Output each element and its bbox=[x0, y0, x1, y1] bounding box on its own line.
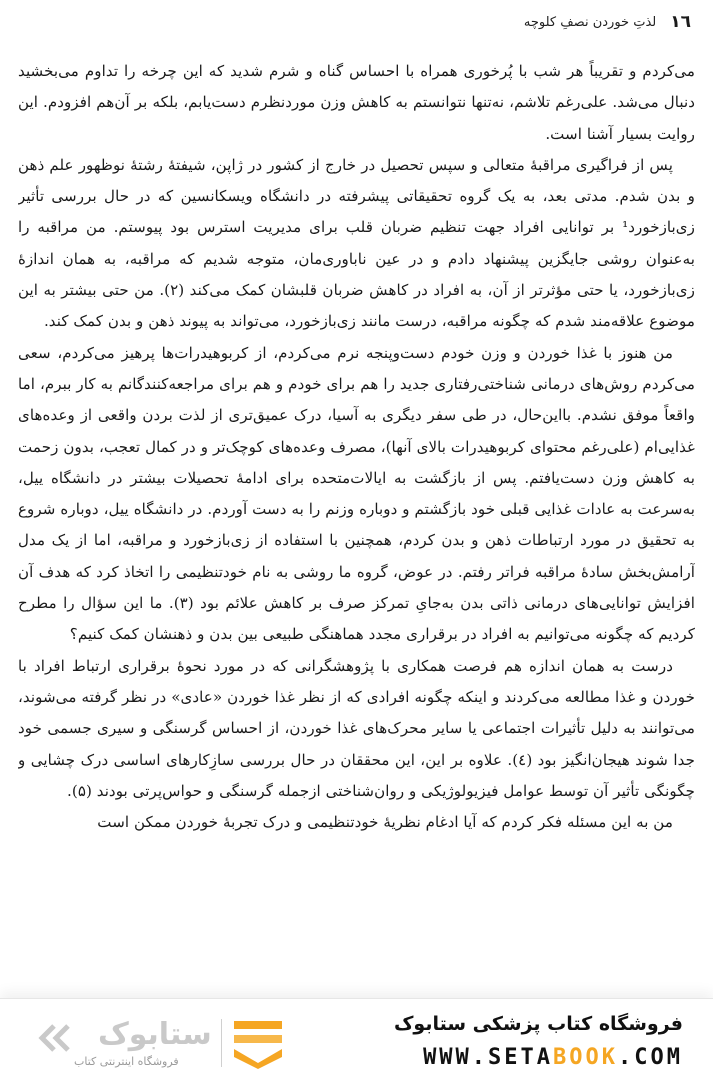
chevron-left-icon bbox=[36, 1023, 76, 1053]
logo-divider bbox=[221, 1019, 222, 1067]
paragraph-5: من به این مسئله فکر کردم که آیا ادغام نظریهٔ خودتنظیمی و درک تجربهٔ خوردن ممکن است bbox=[97, 813, 673, 832]
logo-emblem-icon bbox=[228, 1013, 288, 1069]
paragraph-1: می‌کردم و تقریباً هر شب با پُرخوری همراه با احساس گناه و شرم شدید که این چرخه را تداوم می‌بخشید دنبال می‌شد. علی‌رغم تلاشم، نه‌تنها نتوانستم به کاهش وزن موردنظرم دست‌یابم، بلکه بر آن‌هم افزودم. این روایت بسیار آشنا است. bbox=[18, 62, 695, 143]
paragraph-3: من هنوز با غذا خوردن و وزن خودم دست‌وپنجه نرم می‌کردم، از کربوهیدرات‌ها پرهیز می‌کردم، سعی می‌کردم روش‌های درمانی شناختی‌رفتاری جدید را هم برای خودم و هم برای مراجعه‌کنندگانم به کار ببرم، اما واقعاً موفق نشدم. بااین‌حال، در طی سفر دیگری به آسیا، درک عمیق‌تری از لذت بردن واقعی از وعده‌های غذایی‌ام (علی‌رغم محتوای کربوهیدرات بالای آنها)، مصرف وعده‌های کوچک‌تر و در کمال تعجب، بدون زحمت به کاهش وزن دست‌یافتم. پس از بازگشت به ایالات‌متحده برای ادامهٔ تحصیلات بیشتر در دانشگاه ییل، به‌سرعت به عادات غذایی قبلی خود بازگشتم و دوباره وزنم را به دست آوردم. در دانشگاه ییل، دوباره شروع به تحقیق در مورد ارتباطات ذهن و بدن کردم، همچنین با استفاده از زی‌بازخورد و مراقبه، اما از یک مدل آرامش‌بخش سادهٔ مراقبه فراتر رفتم. در عوض، گروه ما روشی به نام خودتنظیمی را اتخاذ کرد که هدف آن افزایش توانایی‌های درمانی ذاتی بدن به‌جایِ تمرکز صرف بر کاهش علائم بود (۳). ما این سؤال را مطرح کردیم که چگونه می‌توانیم به افراد در برقراری مجدد هماهنگی طبیعی بین بدن و ذهنشان کمک کنیم؟ bbox=[18, 343, 695, 644]
url-suffix: .COM bbox=[618, 1045, 683, 1070]
running-title: لذتِ خوردن نصفِ کلوچه bbox=[523, 14, 657, 30]
paragraph-4: درست به همان اندازه هم فرصت همکاری با پژوهشگرانی که در مورد نحوهٔ برقراری ارتباط افراد با خوردن و غذا مطالعه می‌کردند و اینکه چگونه افرادی که از نظر غذا خوردن «عادی» در نظر گرفته می‌شوند، می‌توانند به دلیل تأثیرات اجتماعی یا سایر محرک‌های غذا خوردن، از احساس گرسنگی و سیری جسمی خود جدا شوند هیجان‌انگیز بود (٤). علاوه بر این، این محققان در حال بررسی سازِکارهای اساسی درک چشایی و چگونگی تأثیر آن توسط عوامل فیزیولوژیکی و روان‌شناختی ازجمله گرسنگی و حواس‌پرتی بودند (۵). bbox=[18, 656, 695, 800]
shop-url[interactable] bbox=[423, 1045, 683, 1070]
paragraph-2: پس از فراگیری مراقبهٔ متعالی و سپس تحصیل در خارج از کشور در ژاپن، شیفتهٔ رشتهٔ نوظهور علم ذهن و بدن شدم. مدتی بعد، به یک گروه تحقیقاتی پیشرفته در دانشگاه ویسکانسین که در حال بررسی تأثیر زی‌بازخورد¹ بر توانایی افراد جهت تنظیم ضربان قلب برای مدیریت استرس بود پیوستم. من مراقبه را به‌عنوان روشی جایگزین پیشنهاد دادم و در عین ناباوری‌مان، متوجه شدیم که مراقبه، به همان اندازهٔ زی‌بازخورد، یا حتی مؤثرتر از آن، به افراد در کاهش ضربان قلبشان کمک می‌کند (۲). من حتی بیشتر به این موضوع علاقه‌مند شدم که چگونه مراقبه، درست مانند زی‌بازخورد، می‌تواند به پیوند ذهن و بدن کمک کند. bbox=[18, 155, 695, 331]
body-text bbox=[18, 56, 695, 996]
setabook-logo bbox=[28, 1011, 278, 1073]
logo-wordmark: ستابوک bbox=[98, 1017, 212, 1052]
page-header bbox=[22, 8, 691, 36]
logo-subtitle: فروشگاه اینترنتی کتاب bbox=[74, 1055, 179, 1068]
shop-name: فروشگاه کتاب پزشکی ستابوک bbox=[393, 1013, 683, 1035]
url-prefix: WWW.SETA bbox=[423, 1045, 554, 1070]
url-accent: BOOK bbox=[553, 1045, 619, 1070]
page-number: ١٦ bbox=[670, 12, 691, 32]
advertisement-footer bbox=[0, 998, 713, 1081]
